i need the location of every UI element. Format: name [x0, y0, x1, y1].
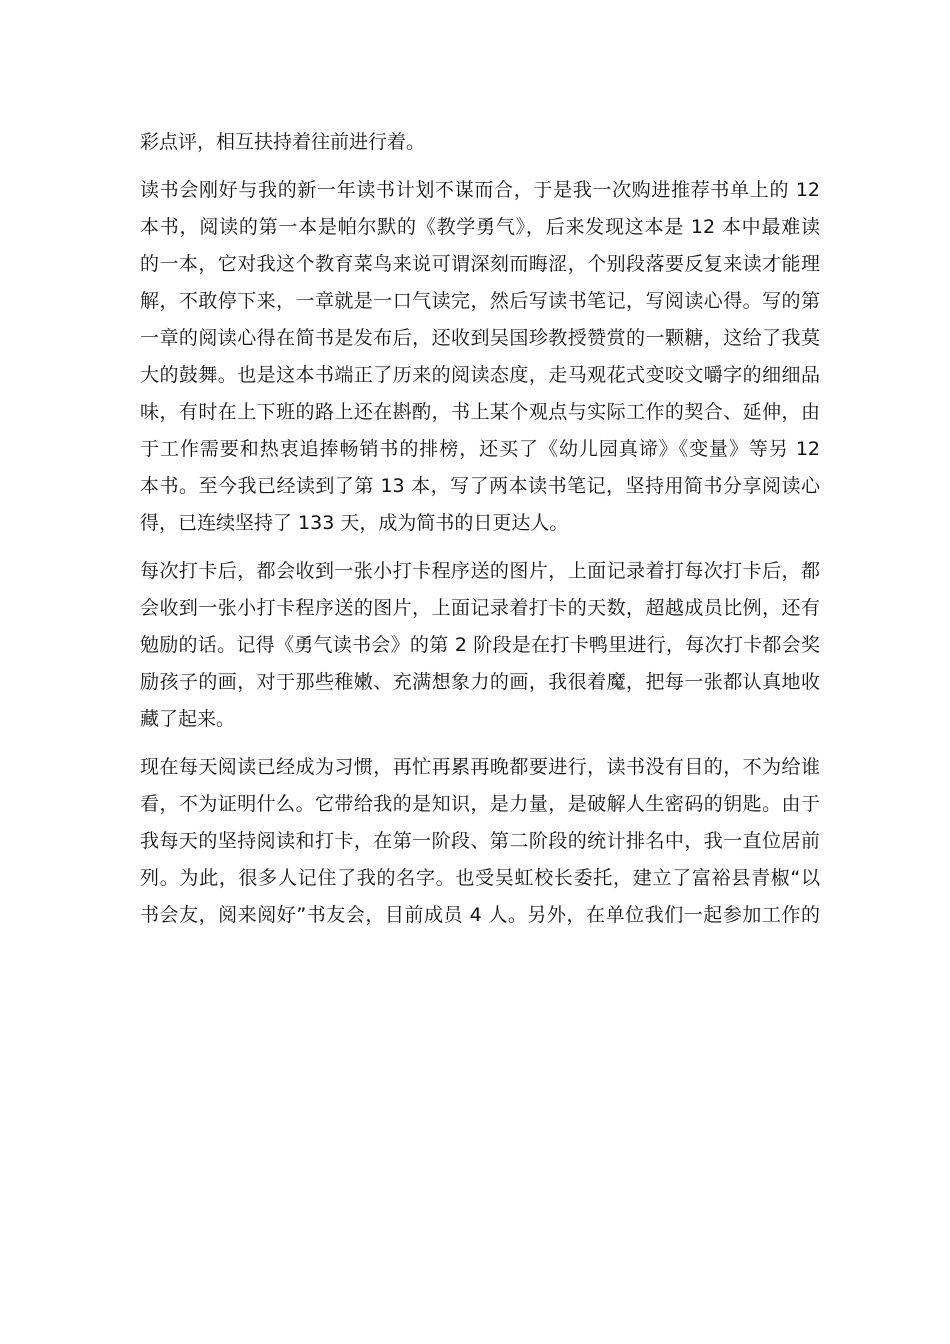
text-line: 读书会刚好与我的新一年读书计划不谋而合，于是我一次购进推荐书单上的 12 — [140, 179, 820, 201]
text-line: 会收到一张小打卡程序送的图片，上面记录着打卡的天数，超越成员比例，还有 — [140, 597, 820, 619]
text-line: 勉励的话。记得《勇气读书会》的第 2 阶段是在打卡鸭里进行，每次打卡都会奖 — [140, 634, 820, 656]
paragraph — [140, 172, 820, 542]
text-line: 味，有时在上下班的路上还在斟酌，书上某个观点与实际工作的契合、延伸，由 — [140, 401, 820, 423]
text-line: 看，不为证明什么。它带给我的是知识，是力量，是破解人生密码的钥匙。由于 — [140, 793, 820, 815]
text-line: 现在每天阅读已经成为习惯，再忙再累再晚都要进行，读书没有目的，不为给谁 — [140, 756, 820, 778]
text-line: 得，已连续坚持了 133 天，成为简书的日更达人。 — [140, 512, 569, 534]
text-line: 藏了起来。 — [140, 708, 236, 730]
text-line: 一章的阅读心得在简书是发布后，还收到吴国珍教授赞赏的一颗糖，这给了我莫 — [140, 327, 820, 349]
paragraph — [140, 124, 820, 161]
document-body — [140, 124, 820, 945]
text-line: 本书。至今我已经读到了第 13 本，写了两本读书笔记，坚持用简书分享阅读心 — [140, 475, 820, 497]
paragraph — [140, 553, 820, 738]
text-line: 的一本，它对我这个教育菜鸟来说可谓深刻而晦涩，个别段落要反复来读才能理 — [140, 253, 820, 275]
text-line: 彩点评，相互扶持着往前进行着。 — [140, 131, 426, 153]
text-line: 于工作需要和热衷追捧畅销书的排榜，还买了《幼儿园真谛》《变量》等另 12 — [140, 438, 820, 460]
text-line: 大的鼓舞。也是这本书端正了历来的阅读态度，走马观花式变咬文嚼字的细细品 — [140, 364, 820, 386]
text-line: 解，不敢停下来，一章就是一口气读完，然后写读书笔记，写阅读心得。写的第 — [140, 290, 820, 312]
text-line: 我每天的坚持阅读和打卡，在第一阶段、第二阶段的统计排名中，我一直位居前 — [140, 830, 820, 852]
text-line: 书会友，阅来阅好”书友会，目前成员 4 人。另外，在单位我们一起参加工作的 — [140, 904, 820, 926]
paragraph — [140, 749, 820, 934]
text-line: 每次打卡后，都会收到一张小打卡程序送的图片，上面记录着打每次打卡后，都 — [140, 560, 820, 582]
text-line: 本书，阅读的第一本是帕尔默的《教学勇气》，后来发现这本是 12 本中最难读 — [140, 216, 820, 238]
text-line: 励孩子的画，对于那些稚嫩、充满想象力的画，我很着魔，把每一张都认真地收 — [140, 671, 820, 693]
text-line: 列。为此，很多人记住了我的名字。也受吴虹校长委托，建立了富裕县青椒“以 — [140, 867, 820, 889]
